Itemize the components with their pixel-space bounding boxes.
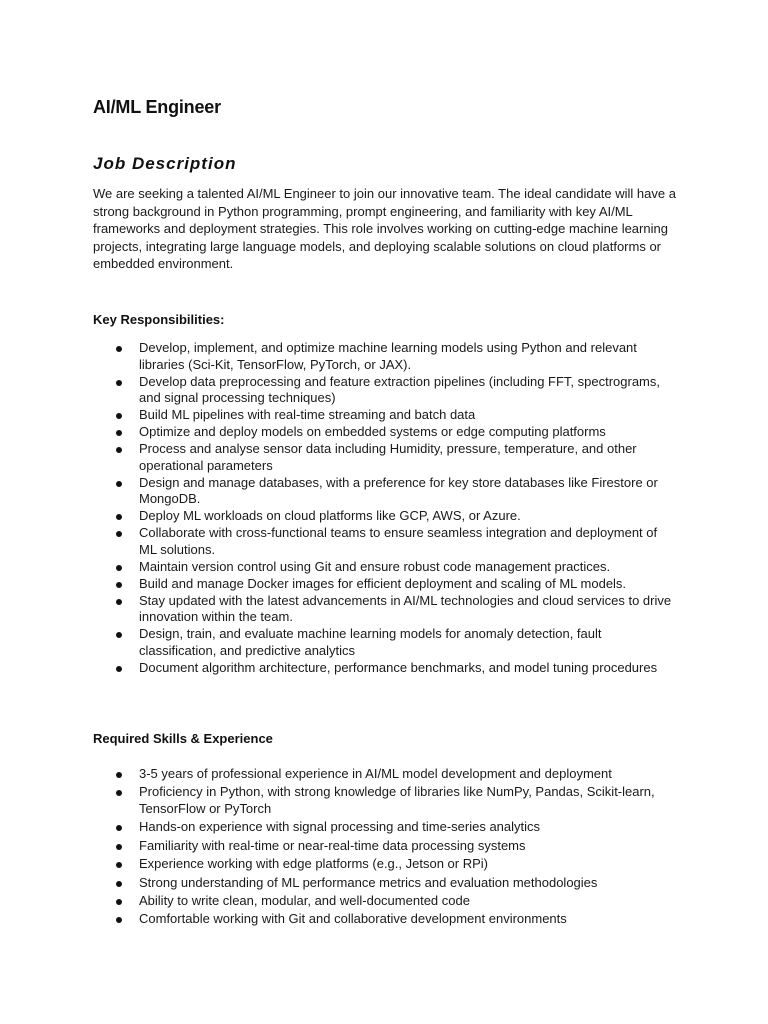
- list-item-text: Optimize and deploy models on embedded systems or edge computing platforms: [139, 424, 606, 440]
- skills-list: [93, 766, 673, 930]
- list-item: [93, 766, 673, 783]
- bullet-icon: [116, 881, 122, 887]
- list-item-text: Document algorithm architecture, performance benchmarks, and model tuning procedures: [139, 659, 658, 675]
- list-item-text: Build ML pipelines with real-time streaming and batch data: [139, 407, 476, 423]
- bullet-icon: [116, 565, 122, 571]
- list-item-text: 3-5 years of professional experience in AI/ML model development and deployment: [139, 766, 612, 781]
- list-item: [93, 441, 673, 474]
- bullet-icon: [116, 632, 122, 638]
- list-item: [93, 856, 673, 873]
- bullet-icon: [116, 413, 122, 419]
- list-item: [93, 508, 673, 525]
- list-item: [93, 559, 673, 576]
- list-item-text: Comfortable working with Git and collaborative development environments: [139, 911, 567, 927]
- list-item-text: Stay updated with the latest advancements in AI/ML technologies and cloud services to drive innovation within the team.: [139, 592, 672, 625]
- list-item: [93, 893, 673, 910]
- list-item-text: Familiarity with real-time or near-real-time data processing systems: [139, 837, 526, 853]
- responsibilities-list: [93, 340, 673, 677]
- bullet-icon: [116, 447, 122, 453]
- list-item-text: Proficiency in Python, with strong knowledge of libraries like NumPy, Pandas, Scikit-learn, TensorFlow or PyTorch: [139, 784, 655, 816]
- list-item: [93, 838, 673, 855]
- list-item: [93, 340, 673, 373]
- responsibilities-heading: Key Responsibilities:: [93, 312, 225, 327]
- list-item: [93, 784, 673, 817]
- bullet-icon: [116, 844, 122, 850]
- list-item-text: Build and manage Docker images for efficient deployment and scaling of ML models.: [139, 575, 627, 591]
- job-description-heading: Job Description: [93, 154, 237, 173]
- bullet-icon: [116, 430, 122, 436]
- bullet-icon: [116, 346, 122, 352]
- list-item-text: Design and manage databases, with a preference for key store databases like Firestore or MongoDB.: [139, 474, 658, 507]
- list-item: [93, 407, 673, 424]
- list-item-text: Collaborate with cross-functional teams to ensure seamless integration and deployment of ML solutions.: [139, 525, 658, 557]
- list-item: [93, 525, 673, 558]
- page-title: AI/ML Engineer: [93, 97, 221, 117]
- list-item-text: Maintain version control using Git and ensure robust code management practices.: [139, 558, 611, 574]
- list-item-text: Deploy ML workloads on cloud platforms like GCP, AWS, or Azure.: [139, 508, 521, 524]
- list-item: [93, 819, 673, 836]
- list-item: [93, 911, 673, 928]
- bullet-icon: [116, 899, 122, 905]
- list-item-text: Process and analyse sensor data including Humidity, pressure, temperature, and other operational parameters: [139, 441, 637, 473]
- bullet-icon: [116, 825, 122, 831]
- list-item: [93, 593, 673, 626]
- list-item: [93, 424, 673, 441]
- list-item: [93, 374, 673, 407]
- list-item: [93, 660, 673, 677]
- bullet-icon: [116, 790, 122, 796]
- bullet-icon: [116, 514, 122, 520]
- bullet-icon: [116, 772, 122, 778]
- bullet-icon: [116, 666, 122, 672]
- list-item-text: Strong understanding of ML performance metrics and evaluation methodologies: [139, 874, 598, 890]
- bullet-icon: [116, 917, 122, 923]
- list-item-text: Develop data preprocessing and feature extraction pipelines (including FFT, spectrograms, and signal processing techniques): [139, 373, 660, 406]
- list-item-text: Hands-on experience with signal processing and time-series analytics: [139, 819, 541, 835]
- bullet-icon: [116, 599, 122, 605]
- list-item-text: Develop, implement, and optimize machine learning models using Python and relevant libraries (Sci-Kit, TensorFlow, PyTorch, or JAX).: [139, 340, 637, 372]
- skills-heading: Required Skills & Experience: [93, 731, 273, 746]
- intro-paragraph: We are seeking a talented AI/ML Engineer to join our innovative team. The ideal candidate will have a strong background in Python programming, prompt engineering, and familiarity with key AI/ML frameworks and deployment strategies. This role involves working on cutting-edge machine learning projects, integrating large language models, and deploying scalable solutions on cloud platforms or embedded environment.: [93, 186, 676, 272]
- list-item-text: Ability to write clean, modular, and well-documented code: [139, 892, 470, 908]
- list-item-text: Experience working with edge platforms (e.g., Jetson or RPi): [139, 856, 488, 872]
- bullet-icon: [116, 582, 122, 588]
- list-item: [93, 576, 673, 593]
- bullet-icon: [116, 380, 122, 386]
- bullet-icon: [116, 481, 122, 487]
- bullet-icon: [116, 862, 122, 868]
- list-item-text: Design, train, and evaluate machine learning models for anomaly detection, fault classification, and predictive analytics: [139, 626, 602, 658]
- list-item: [93, 875, 673, 892]
- list-item: [93, 475, 673, 508]
- bullet-icon: [116, 531, 122, 537]
- list-item: [93, 626, 673, 659]
